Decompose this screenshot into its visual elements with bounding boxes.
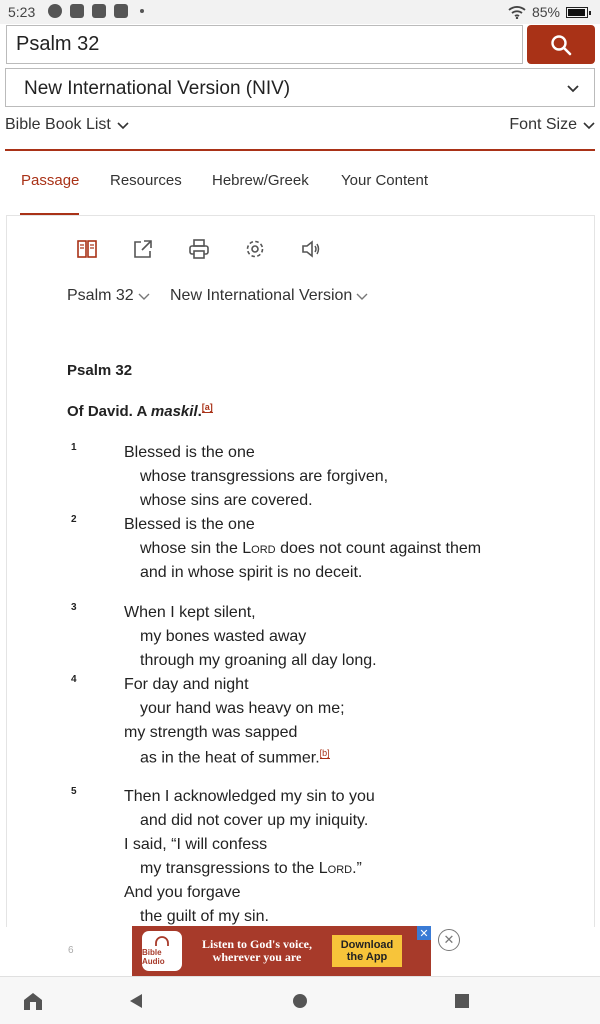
messenger-icon xyxy=(48,4,62,18)
verse-line: Blessed is the one xyxy=(124,444,255,461)
passage-version-label: New International Version xyxy=(170,287,353,304)
parallel-icon[interactable] xyxy=(76,238,98,260)
photos-icon xyxy=(92,4,106,18)
chevron-down-icon xyxy=(138,291,150,301)
verse-line: my transgressions to the Lord.” xyxy=(140,860,362,877)
recents-icon[interactable] xyxy=(454,993,470,1009)
footnote-link[interactable]: [b] xyxy=(319,748,330,758)
settings-icon[interactable] xyxy=(244,238,266,260)
divine-name: Lord xyxy=(242,540,276,557)
audio-icon[interactable] xyxy=(300,238,322,260)
verse-number: 2 xyxy=(71,514,77,525)
status-time: 5:23 xyxy=(8,4,36,20)
bible-audio-app-icon xyxy=(142,931,182,971)
version-select-label: New International Version (NIV) xyxy=(24,78,291,99)
version-select[interactable] xyxy=(5,68,595,107)
verse-line: the guilt of my sin. xyxy=(140,908,269,925)
battery-icon xyxy=(566,7,588,18)
system-nav-bar xyxy=(0,976,600,1024)
ad-headline: Listen to God's voice, wherever you are xyxy=(202,937,312,964)
passage-title: Psalm 32 xyxy=(67,362,133,379)
search-input[interactable] xyxy=(6,25,523,64)
ad-banner[interactable] xyxy=(132,926,431,976)
verse-line: my bones wasted away xyxy=(140,628,307,645)
tab-passage[interactable]: Passage xyxy=(21,172,80,189)
ad-info-icon[interactable]: ✕ xyxy=(417,926,431,940)
tab-bar xyxy=(5,150,595,216)
verse-number: 6 xyxy=(68,945,74,956)
bible-book-list-label: Bible Book List xyxy=(5,116,111,133)
font-size-button[interactable] xyxy=(509,116,595,134)
verse-line: When I kept silent, xyxy=(124,604,256,621)
tab-your-content[interactable]: Your Content xyxy=(341,172,429,189)
verse-line: I said, “I will confess xyxy=(124,836,268,853)
verse-line: through my groaning all day long. xyxy=(140,652,377,669)
share-icon[interactable] xyxy=(132,238,154,260)
verse-line: as in the heat of summer.[b] xyxy=(140,748,330,767)
verse-line: whose sin the Lord does not count against them xyxy=(140,540,482,557)
passage-reference-dropdown[interactable] xyxy=(67,287,150,305)
verse-line: whose transgressions are forgiven, xyxy=(140,468,389,485)
verse-number: 5 xyxy=(71,786,77,797)
passage-version-dropdown[interactable] xyxy=(170,287,368,305)
more-notifications-icon xyxy=(140,9,144,13)
notification-icons xyxy=(48,4,144,18)
print-icon[interactable] xyxy=(188,238,210,260)
battery-percent: 85% xyxy=(531,4,560,20)
bible-book-list-button[interactable] xyxy=(5,116,129,134)
ad-download-button[interactable]: Download the App xyxy=(332,935,402,967)
verse-number: 3 xyxy=(71,602,77,613)
ad-close-icon[interactable]: ✕ xyxy=(438,929,460,951)
search-button[interactable] xyxy=(527,25,595,64)
status-bar xyxy=(0,0,600,24)
verse-line: And you forgave xyxy=(124,884,241,901)
back-icon[interactable] xyxy=(128,993,144,1009)
verse-line: whose sins are covered. xyxy=(140,492,313,509)
chevron-down-icon xyxy=(117,120,129,130)
footnote-link[interactable]: [a] xyxy=(201,402,213,412)
status-right xyxy=(508,4,588,20)
verse-line: Then I acknowledged my sin to you xyxy=(124,788,375,805)
verse-number: 1 xyxy=(71,442,77,453)
verse-line: Blessed is the one xyxy=(124,516,255,533)
amazon-icon xyxy=(114,4,128,18)
passage-panel xyxy=(6,215,595,927)
verse-line: your hand was heavy on me; xyxy=(140,700,345,717)
verse-line: and did not cover up my iniquity. xyxy=(140,812,369,829)
tab-resources[interactable]: Resources xyxy=(110,172,182,189)
headphones-icon xyxy=(154,936,170,948)
passage-superscription: Of David. A maskil.[a] xyxy=(67,402,213,420)
chevron-down-icon xyxy=(356,291,368,301)
divine-name: Lord xyxy=(318,860,353,877)
home-icon[interactable] xyxy=(292,993,308,1009)
font-size-label: Font Size xyxy=(509,116,577,133)
tab-hebrew-greek[interactable]: Hebrew/Greek xyxy=(212,172,309,189)
passage-reference-label: Psalm 32 xyxy=(67,287,134,304)
news-icon xyxy=(70,4,84,18)
verse-line: For day and night xyxy=(124,676,249,693)
verse-number: 4 xyxy=(71,674,77,685)
verse-line: and in whose spirit is no deceit. xyxy=(140,564,363,581)
chevron-down-icon xyxy=(566,81,580,95)
ad-app-name: Bible Audio xyxy=(142,948,165,966)
verse-line: my strength was sapped xyxy=(124,724,298,741)
chevron-down-icon xyxy=(583,120,595,130)
search-icon xyxy=(550,34,572,56)
wifi-icon xyxy=(508,5,526,19)
home-launcher-icon[interactable] xyxy=(22,991,44,1011)
